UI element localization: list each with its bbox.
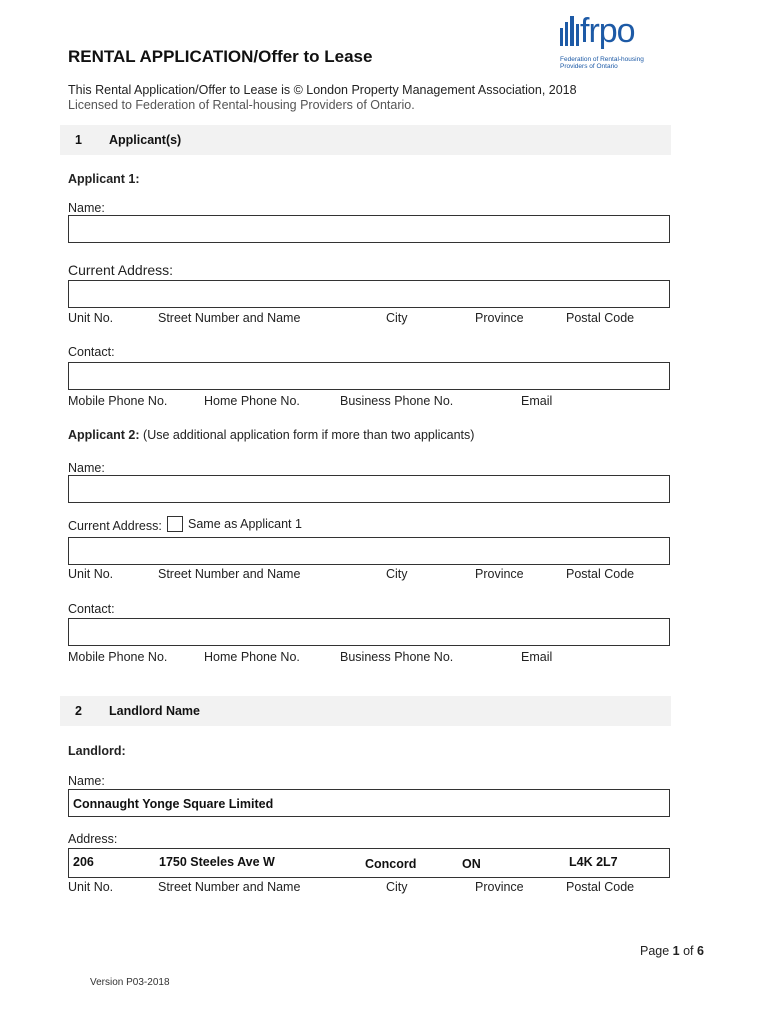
landlord-street-value: 1750 Steeles Ave W bbox=[159, 855, 275, 869]
applicant2-name-label: Name: bbox=[68, 461, 105, 475]
caption-street: Street Number and Name bbox=[158, 567, 301, 581]
applicant2-heading-line bbox=[68, 428, 474, 442]
applicant1-address-label: Current Address: bbox=[68, 262, 174, 278]
caption-city: City bbox=[386, 880, 408, 894]
logo-wordmark: frpo bbox=[580, 12, 635, 50]
version-text: Version P03-2018 bbox=[90, 977, 170, 988]
landlord-name-field[interactable] bbox=[68, 789, 670, 817]
landlord-postal-value: L4K 2L7 bbox=[569, 855, 618, 869]
applicant1-address-field[interactable] bbox=[68, 280, 670, 308]
section-number: 1 bbox=[75, 133, 82, 147]
landlord-address-label: Address: bbox=[68, 832, 118, 846]
applicant2-address-field[interactable] bbox=[68, 537, 670, 565]
landlord-name-value: Connaught Yonge Square Limited bbox=[73, 797, 274, 811]
page-title: RENTAL APPLICATION/Offer to Lease bbox=[68, 47, 373, 66]
landlord-city-value: Concord bbox=[365, 857, 417, 871]
copyright-text: This Rental Application/Offer to Lease is © London Property Management Association, 2018 bbox=[68, 83, 577, 97]
section-title: Landlord Name bbox=[109, 704, 200, 718]
license-text: Licensed to Federation of Rental-housing Providers of Ontario. bbox=[68, 98, 415, 112]
caption-business: Business Phone No. bbox=[340, 650, 454, 664]
caption-province: Province bbox=[475, 311, 524, 325]
applicant2-contact-label: Contact: bbox=[68, 602, 115, 616]
landlord-address-field[interactable] bbox=[68, 848, 670, 878]
caption-unit: Unit No. bbox=[68, 567, 114, 581]
caption-email: Email bbox=[521, 650, 553, 664]
caption-home: Home Phone No. bbox=[204, 394, 300, 408]
caption-postal: Postal Code bbox=[566, 880, 635, 894]
landlord-province-value: ON bbox=[462, 857, 481, 871]
caption-unit: Unit No. bbox=[68, 880, 114, 894]
landlord-name-label: Name: bbox=[68, 774, 105, 788]
landlord-heading: Landlord: bbox=[68, 744, 126, 758]
applicant2-address-label: Current Address: bbox=[68, 519, 162, 533]
same-as-applicant1-label: Same as Applicant 1 bbox=[188, 517, 302, 531]
caption-email: Email bbox=[521, 394, 553, 408]
section-header-landlord bbox=[60, 696, 671, 726]
applicant1-heading: Applicant 1: bbox=[68, 172, 140, 186]
caption-province: Province bbox=[475, 567, 524, 581]
applicant1-name-field[interactable] bbox=[68, 215, 670, 243]
caption-city: City bbox=[386, 567, 408, 581]
caption-mobile: Mobile Phone No. bbox=[68, 394, 168, 408]
caption-street: Street Number and Name bbox=[158, 880, 301, 894]
applicant1-contact-field[interactable] bbox=[68, 362, 670, 390]
logo-subtitle: Federation of Rental-housing Providers of Ontario bbox=[560, 56, 644, 70]
caption-street: Street Number and Name bbox=[158, 311, 301, 325]
caption-postal: Postal Code bbox=[566, 311, 635, 325]
caption-province: Province bbox=[475, 880, 524, 894]
frpo-logo bbox=[560, 12, 670, 70]
caption-postal: Postal Code bbox=[566, 567, 635, 581]
caption-unit: Unit No. bbox=[68, 311, 114, 325]
applicant2-note: (Use additional application form if more than two applicants) bbox=[143, 428, 475, 442]
caption-home: Home Phone No. bbox=[204, 650, 300, 664]
caption-business: Business Phone No. bbox=[340, 394, 454, 408]
applicant1-contact-label: Contact: bbox=[68, 345, 115, 359]
same-as-applicant1-checkbox[interactable] bbox=[167, 516, 183, 532]
building-bars-icon bbox=[560, 16, 582, 46]
section-header-applicants bbox=[60, 125, 671, 155]
page-number: Page 1 of 6 bbox=[640, 944, 704, 958]
caption-city: City bbox=[386, 311, 408, 325]
section-number: 2 bbox=[75, 704, 82, 718]
landlord-unit-value: 206 bbox=[73, 855, 94, 869]
applicant2-heading: Applicant 2: bbox=[68, 428, 140, 442]
caption-mobile: Mobile Phone No. bbox=[68, 650, 168, 664]
applicant2-contact-field[interactable] bbox=[68, 618, 670, 646]
section-title: Applicant(s) bbox=[109, 133, 182, 147]
applicant1-name-label: Name: bbox=[68, 201, 105, 215]
applicant2-name-field[interactable] bbox=[68, 475, 670, 503]
